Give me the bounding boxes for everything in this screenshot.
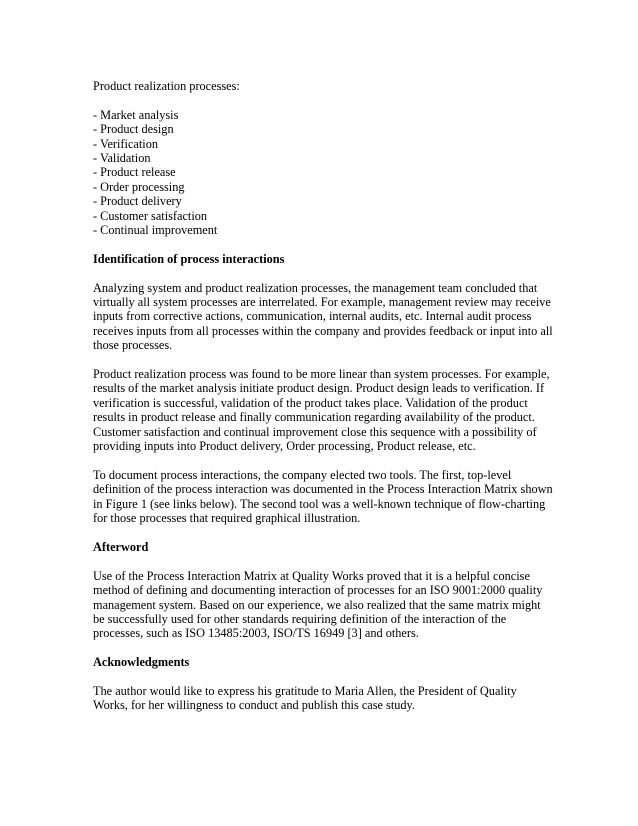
list-item: - Product delivery (93, 194, 182, 209)
paragraph: Use of the Process Interaction Matrix at Quality Works proved that it is a helpful concise method of defining and documenting interaction of processes for an ISO 9001:2000 quality management system. Based on our experience, we also realized that the same matrix might be successfully used for other standards requiring definition of the interaction of the processes, such as ISO 13485:2003, ISO/TS 16949 [3] and others. (93, 568, 543, 641)
process-list (93, 108, 553, 238)
list-item: - Customer satisfaction (93, 208, 208, 223)
list-item: - Market analysis (93, 107, 179, 122)
list-item: - Product release (93, 165, 176, 180)
section-heading-process-interactions: Identification of process interactions (93, 251, 285, 266)
intro-text: Product realization processes: (93, 79, 240, 93)
list-item: - Verification (93, 136, 158, 151)
list-item: - Continual improvement (93, 223, 218, 238)
paragraph: To document process interactions, the company elected two tools. The first, top-level definition of the process interaction was documented in the Process Interaction Matrix shown in Figure 1 (see links below). The second tool was a well-known technique of flow-charting for those processes that required graphical illustration. (93, 467, 553, 526)
paragraph: The author would like to express his gratitude to Maria Allen, the President of Quality Works, for her willingness to conduct and publish this case study. (93, 683, 517, 713)
section-heading-afterword: Afterword (93, 539, 149, 554)
list-item: - Order processing (93, 179, 185, 194)
section-heading-acknowledgments: Acknowledgments (93, 655, 190, 670)
paragraph: Analyzing system and product realization processes, the management team concluded that virtually all system processes are interrelated. For example, management review may receive inputs from corrective actions, communication, internal audits, etc. Internal audit process receives inputs from all processes within the company and provides feedback or input into all those processes. (93, 280, 553, 353)
paragraph: Product realization process was found to be more linear than system processes. For example, results of the market analysis initiate product design. Product design leads to verification. If verification is successful, validation of the product takes place. Validation of the product results in product release and finally communication regarding availability of the product. Customer satisfaction and continual improvement close this sequence with a possibility of providing inputs into Product delivery, Order processing, Product release, etc. (93, 367, 550, 454)
document-body (93, 79, 553, 727)
list-item: - Product design (93, 122, 174, 137)
list-item: - Validation (93, 151, 151, 166)
